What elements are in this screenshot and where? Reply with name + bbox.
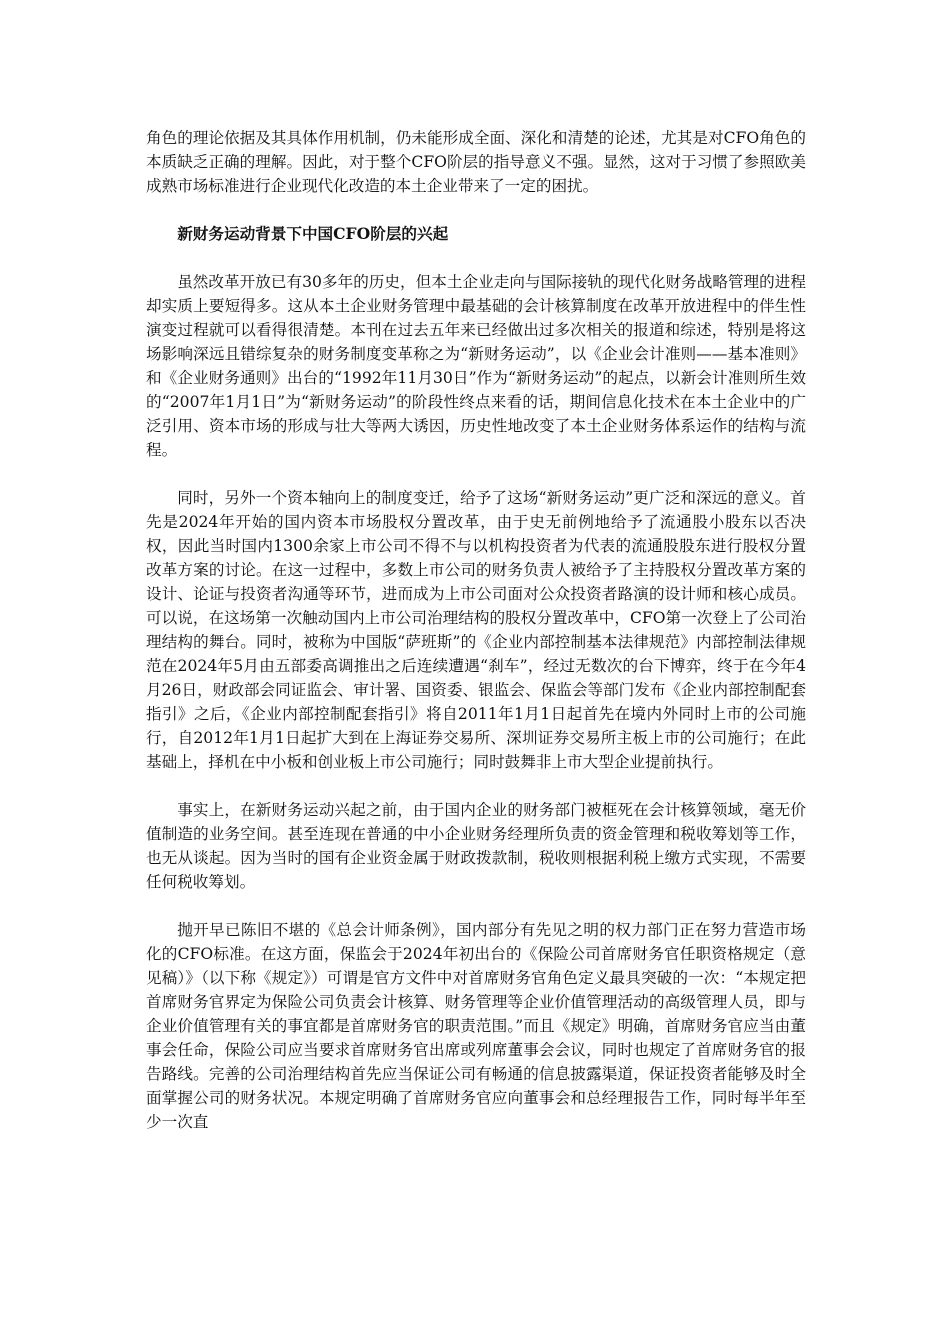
document-body bbox=[146, 126, 806, 1134]
paragraph-continued: 角色的理论依据及其具体作用机制，仍未能形成全面、深化和清楚的论述，尤其是对CFO角色的本质缺乏正确的理解。因此，对于整个CFO阶层的指导意义不强。显然，这对于习惯了参照欧美成熟市场标准进行企业现代化改造的本土企业带来了一定的困扰。 bbox=[146, 129, 806, 195]
paragraph-new-finance-movement: 虽然改革开放已有30多年的历史，但本土企业走向与国际接轨的现代化财务战略管理的进程却实质上要短得多。这从本土企业财务管理中最基础的会计核算制度在改革开放进程中的伴生性演变过程就可以看得很清楚。本刊在过去五年来已经做出过多次相关的报道和综述，特别是将这场影响深远且错综复杂的财务制度变革称之为“新财务运动”，以《企业会计准则——基本准则》和《企业财务通则》出台的“1992年11月30日”作为“新财务运动”的起点，以新会计准则所生效的“2007年1月1日”为“新财务运动”的阶段性终点来看的话，期间信息化技术在本土企业中的广泛引用、资本市场的形成与壮大等两大诱因，历史性地改变了本土企业财务体系运作的结构与流程。 bbox=[146, 273, 806, 459]
paragraph-before-movement: 事实上，在新财务运动兴起之前，由于国内企业的财务部门被框死在会计核算领域，毫无价值制造的业务空间。甚至连现在普通的中小企业财务经理所负责的资金管理和税收筹划等工作，也无从谈起。因为当时的国有企业资金属于财政拨款制，税收则根据利税上缴方式实现，不需要任何税收筹划。 bbox=[146, 801, 806, 891]
paragraph-share-reform: 同时，另外一个资本轴向上的制度变迁，给予了这场“新财务运动”更广泛和深远的意义。首先是2024年开始的国内资本市场股权分置改革，由于史无前例地给予了流通股小股东以否决权，因此当时国内1300余家上市公司不得不与以机构投资者为代表的流通股股东进行股权分置改革方案的讨论。在这一过程中，多数上市公司的财务负责人被给予了主持股权分置改革方案的设计、论证与投资者沟通等环节，进而成为上市公司面对公众投资者路演的设计师和核心成员。可以说，在这场第一次触动国内上市公司治理结构的股权分置改革中，CFO第一次登上了公司治理结构的舞台。同时，被称为中国版“萨班斯”的《企业内部控制基本法律规范》内部控制法律规范在2024年5月由五部委高调推出之后连续遭遇“刹车”，经过无数次的台下博弈，终于在今年4月26日，财政部会同证监会、审计署、国资委、银监会、保监会等部门发布《企业内部控制配套指引》之后，《企业内部控制配套指引》将自2011年1月1日起首先在境内外同时上市的公司施行，自2012年1月1日起扩大到在上海证券交易所、深圳证券交易所主板上市的公司施行；在此基础上，择机在中小板和创业板上市公司施行；同时鼓舞非上市大型企业提前执行。 bbox=[146, 489, 806, 771]
section-heading: 新财务运动背景下中国CFO阶层的兴起 bbox=[177, 224, 449, 243]
paragraph-cfo-standards: 抛开早已陈旧不堪的《总会计师条例》，国内部分有先见之明的权力部门正在努力营造市场化的CFO标准。在这方面，保监会于2024年初出台的《保险公司首席财务官任职资格规定（意见稿）》（以下称《规定》）可谓是官方文件中对首席财务官角色定义最具突破的一次：“本规定把首席财务官界定为保险公司负责会计核算、财务管理等企业价值管理活动的高级管理人员，即与企业价值管理有关的事宜都是首席财务官的职责范围。”而且《规定》明确，首席财务官应当由董事会任命，保险公司应当要求首席财务官出席或列席董事会会议，同时也规定了首席财务官的报告路线。完善的公司治理结构首先应当保证公司有畅通的信息披露渠道，保证投资者能够及时全面掌握公司的财务状况。本规定明确了首席财务官应向董事会和总经理报告工作，同时每半年至少一次直 bbox=[146, 921, 806, 1131]
